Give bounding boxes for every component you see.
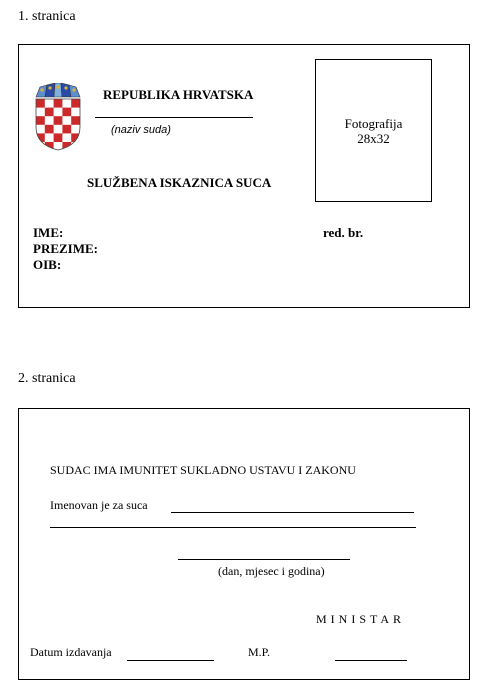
date-caption: (dan, mjesec i godina) xyxy=(218,564,325,578)
page-2-heading: 2. stranica xyxy=(18,371,76,386)
issue-date-line xyxy=(127,660,214,661)
page-1-heading: 1. stranica xyxy=(18,9,76,24)
republic-title: REPUBLIKA HRVATSKA xyxy=(103,87,254,102)
appointed-label: Imenovan je za suca xyxy=(50,498,148,512)
minister-label: MINISTAR xyxy=(316,612,406,626)
id-card-front xyxy=(18,44,470,308)
surname-field-label: PREZIME: xyxy=(33,241,98,256)
court-name-line xyxy=(95,117,253,118)
coat-of-arms-icon xyxy=(33,83,83,151)
registry-number-label: red. br. xyxy=(323,225,364,240)
court-name-placeholder: (naziv suda) xyxy=(111,124,171,136)
photo-placeholder xyxy=(315,59,432,202)
personal-fields xyxy=(33,225,98,273)
id-card-back xyxy=(18,408,470,680)
issue-date-label: Datum izdavanja xyxy=(30,645,112,659)
card-title: SLUŽBENA ISKAZNICA SUCA xyxy=(87,175,272,190)
appointed-line-2 xyxy=(50,527,416,528)
stamp-label: M.P. xyxy=(248,645,271,659)
appointed-line-1 xyxy=(171,512,414,513)
photo-size: 28x32 xyxy=(357,130,390,146)
immunity-statement: SUDAC IMA IMUNITET SUKLADNO USTAVU I ZAKONU xyxy=(50,463,356,477)
signature-line xyxy=(335,660,407,661)
date-line xyxy=(178,559,350,560)
photo-label: Fotografija xyxy=(344,115,403,131)
name-field-label: IME: xyxy=(33,225,64,240)
oib-field-label: OIB: xyxy=(33,257,62,272)
